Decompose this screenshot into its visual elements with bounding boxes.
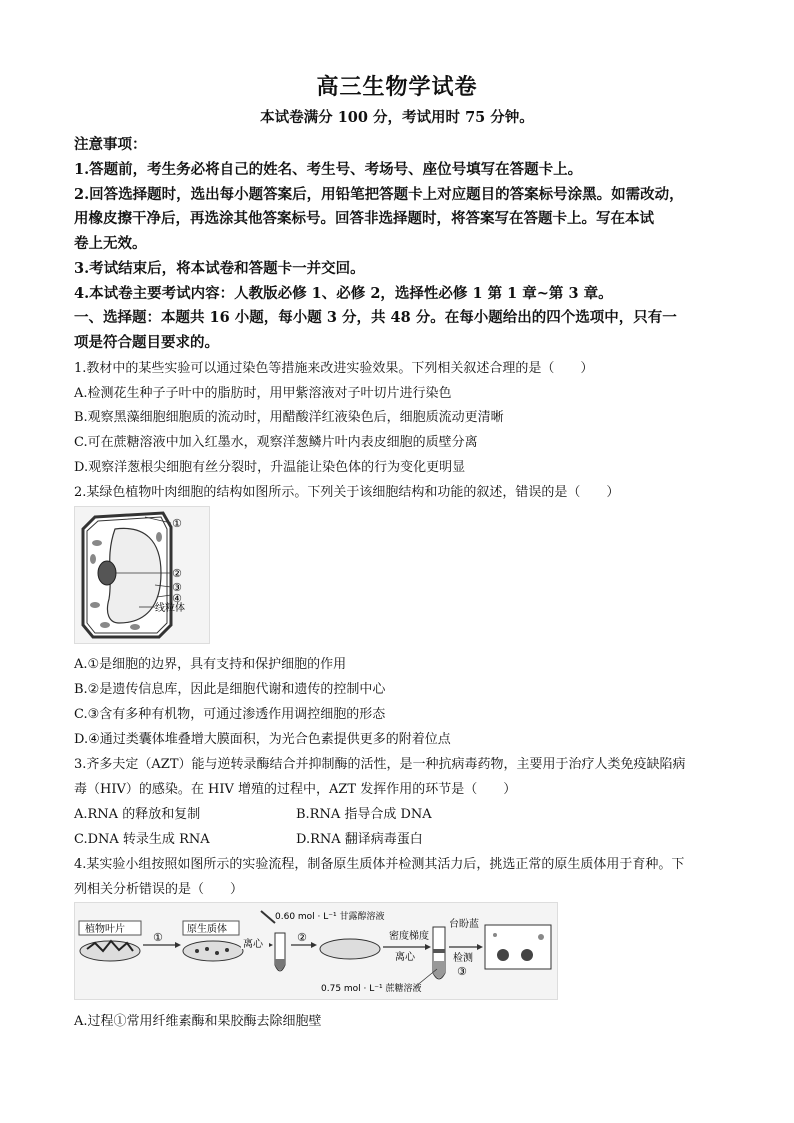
section-heading-cont: 项是符合题目要求的。 [74, 334, 219, 351]
notice-item: 卷上无效。 [74, 235, 147, 252]
question-1-stem: 1.教材中的某些实验可以通过染色等措施来改进实验效果。下列相关叙述合理的是（ ） [74, 361, 594, 376]
notice-item: 用橡皮擦干净后，再选涂其他答案标号。回答非选择题时，将答案写在答题卡上。写在本试 [74, 210, 654, 227]
q2-option-d: D.④通过类囊体堆叠增大膜面积，为光合色素提供更多的附着位点 [74, 732, 451, 747]
step-3: ③ [457, 965, 467, 978]
q1-option-b: B.观察黑藻细胞细胞质的流动时，用醋酸洋红液染色后，细胞质流动更清晰 [74, 410, 504, 425]
question-3-stem: 3.齐多夫定（AZT）能与逆转录酶结合并抑制酶的活性，是一种抗病毒药物，主要用于治疗人类免疫缺陷病 [74, 757, 686, 772]
sucrose-label: 0.75 mol · L⁻¹ 蔗糖溶液 [321, 984, 422, 994]
notice-item: 4.本试卷主要考试内容：人教版必修 1、必修 2，选择性必修 1 第 1 章~第 3 章。 [74, 285, 613, 302]
q3-option-d: D.RNA 翻译病毒蛋白 [296, 832, 423, 847]
q2-option-c: C.③含有多种有机物，可通过渗透作用调控细胞的形态 [74, 707, 386, 722]
label-2: ② [172, 567, 182, 580]
dye-label-1: 台盼蓝 [449, 919, 479, 930]
gradient-label-1: 密度梯度 [389, 931, 429, 942]
step-2: ② [297, 931, 307, 944]
question-4-stem-cont: 列相关分析错误的是（ ） [74, 882, 244, 897]
notice-item: 3.考试结束后，将本试卷和答题卡一并交回。 [74, 260, 365, 277]
question-2-stem: 2.某绿色植物叶肉细胞的结构如图所示。下列关于该细胞结构和功能的叙述，错误的是（ ） [74, 485, 620, 500]
q1-option-c: C.可在蔗糖溶液中加入红墨水，观察洋葱鳞片叶内表皮细胞的质壁分离 [74, 435, 478, 450]
question-3-stem-cont: 毒（HIV）的感染。在 HIV 增殖的过程中，AZT 发挥作用的环节是（ ） [74, 782, 517, 797]
page-subtitle: 本试卷满分 100 分，考试用时 75 分钟。 [260, 109, 534, 126]
label-1: ① [172, 517, 182, 530]
dye-label-2: 检测 [453, 953, 473, 964]
cell-diagram [74, 506, 210, 644]
question-4-stem: 4.某实验小组按照如图所示的实验流程，制备原生质体并检测其活力后，挑选正常的原生质体用于育种。下 [74, 857, 685, 872]
q3-option-c: C.DNA 转录生成 RNA [74, 832, 210, 847]
notice-heading: 注意事项： [74, 136, 147, 153]
page-title: 高三生物学试卷 [316, 74, 478, 100]
notice-item: 1.答题前，考生务必将自己的姓名、考生号、考场号、座位号填写在答题卡上。 [74, 161, 583, 178]
notice-item: 2.回答选择题时，选出每小题答案后，用铅笔把答题卡上对应题目的答案标号涂黑。如需改动， [74, 186, 684, 203]
q1-option-d: D.观察洋葱根尖细胞有丝分裂时，升温能让染色体的行为变化更明显 [74, 460, 466, 475]
q3-option-a: A.RNA 的释放和复制 [74, 807, 201, 822]
q2-option-b: B.②是遗传信息库，因此是细胞代谢和遗传的控制中心 [74, 682, 386, 697]
protoplast-flow-diagram [74, 902, 558, 1000]
label-4: ④ [172, 592, 182, 605]
q2-option-a: A.①是细胞的边界，具有支持和保护细胞的作用 [74, 657, 347, 672]
protoplast-label: 原生质体 [187, 924, 227, 935]
gradient-label-2: 离心 [395, 952, 415, 963]
label-3: ③ [172, 581, 182, 594]
section-heading: 一、选择题：本题共 16 小题，每小题 3 分，共 48 分。在每小题给出的四个选项中，只有一 [74, 309, 677, 326]
mannitol-label: 0.60 mol · L⁻¹ 甘露醇溶液 [275, 912, 385, 922]
leaf-label: 植物叶片 [85, 924, 125, 935]
q4-option-a: A.过程①常用纤维素酶和果胶酶去除细胞壁 [74, 1014, 322, 1029]
step-1: ① [153, 931, 163, 944]
centrifuge-label: 离心 [243, 939, 263, 950]
label-mitochondria: 线粒体 [155, 603, 185, 614]
q1-option-a: A.检测花生种子子叶中的脂肪时，用甲紫溶液对子叶切片进行染色 [74, 386, 452, 401]
q3-option-b: B.RNA 指导合成 DNA [296, 807, 432, 822]
